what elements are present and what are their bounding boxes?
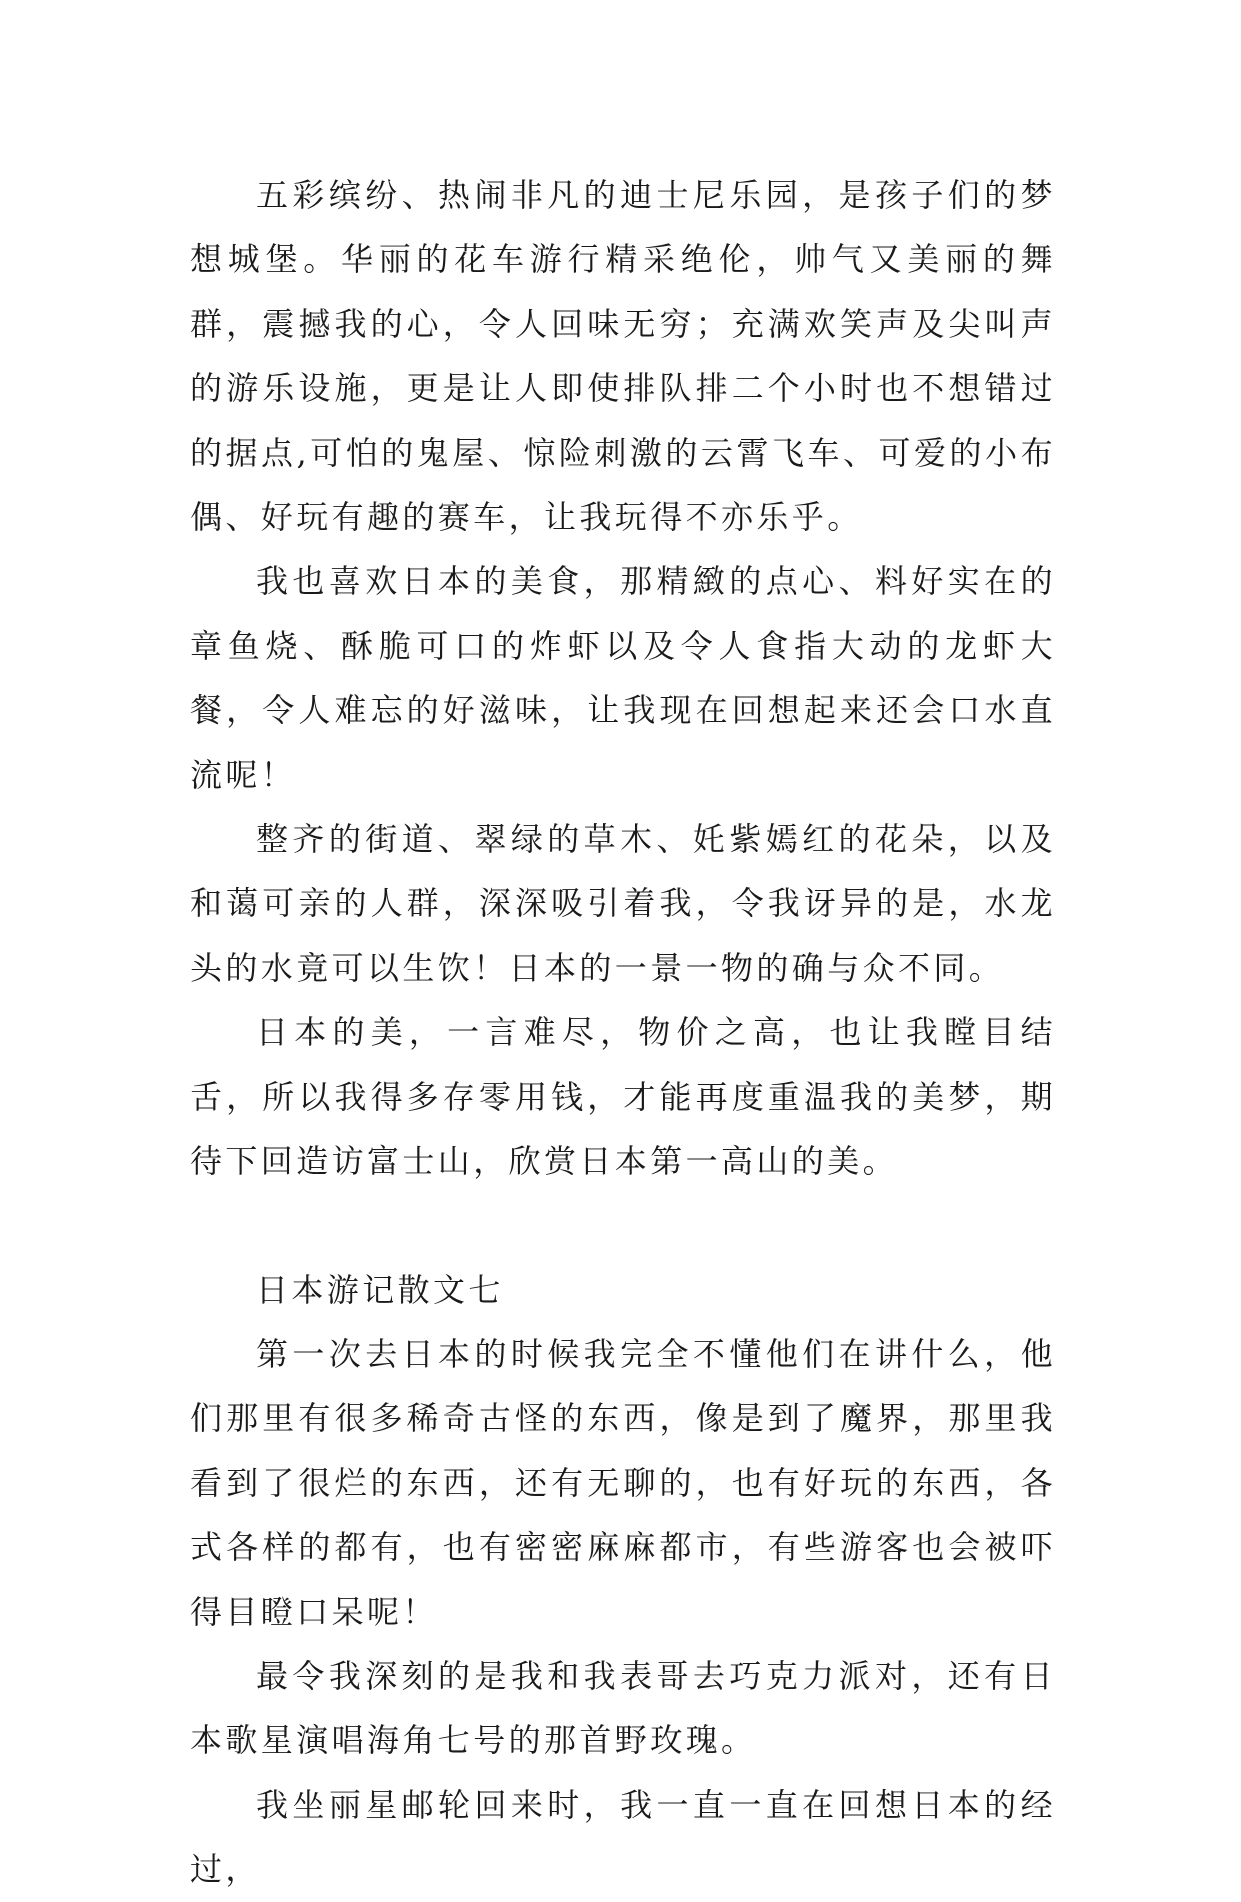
- paragraph-disneyland: 五彩缤纷、热闹非凡的迪士尼乐园，是孩子们的梦想城堡。华丽的花车游行精采绝伦，帅气又美丽的舞群，震撼我的心，令人回味无穷；充满欢笑声及尖叫声的游乐设施，更是让人即使排队排二个小时也不想错过的据点,可怕的鬼屋、惊险刺激的云霄飞车、可爱的小布偶、好玩有趣的赛车，让我玩得不亦乐乎。: [190, 176, 1056, 537]
- section-title: 日本游记散文七: [256, 1270, 504, 1309]
- paragraph-streets: 整齐的街道、翠绿的草木、奼紫嫣红的花朵，以及和蔼可亲的人群，深深吸引着我，令我讶异的是，水龙头的水竟可以生饮！日本的一景一物的确与众不同。: [190, 820, 1056, 987]
- paragraph-beauty: 日本的美，一言难尽，物价之高，也让我瞠目结舌，所以我得多存零用钱，才能再度重温我的美梦，期待下回造访富士山，欣赏日本第一高山的美。: [190, 1013, 1056, 1181]
- paragraph-first-visit: 第一次去日本的时候我完全不懂他们在讲什么，他们那里有很多稀奇古怪的东西，像是到了魔界，那里我看到了很烂的东西，还有无聊的，也有好玩的东西，各式各样的都有，也有密密麻麻都市，有些游客也会被吓得目瞪口呆呢！: [190, 1334, 1056, 1631]
- paragraph-chocolate-party: 最令我深刻的是我和我表哥去巧克力派对，还有日本歌星演唱海角七号的那首野玫瑰。: [190, 1656, 1056, 1760]
- paragraph-food: 我也喜欢日本的美食，那精緻的点心、料好实在的章鱼烧、酥脆可口的炸虾以及令人食指大动的龙虾大餐，令人难忘的好滋味，让我现在回想起来还会口水直流呢！: [190, 562, 1056, 794]
- section-spacer: [190, 1194, 1056, 1258]
- document-body: [190, 163, 1056, 1902]
- paragraph-cruise: 我坐丽星邮轮回来时，我一直一直在回想日本的经过，: [190, 1785, 1056, 1889]
